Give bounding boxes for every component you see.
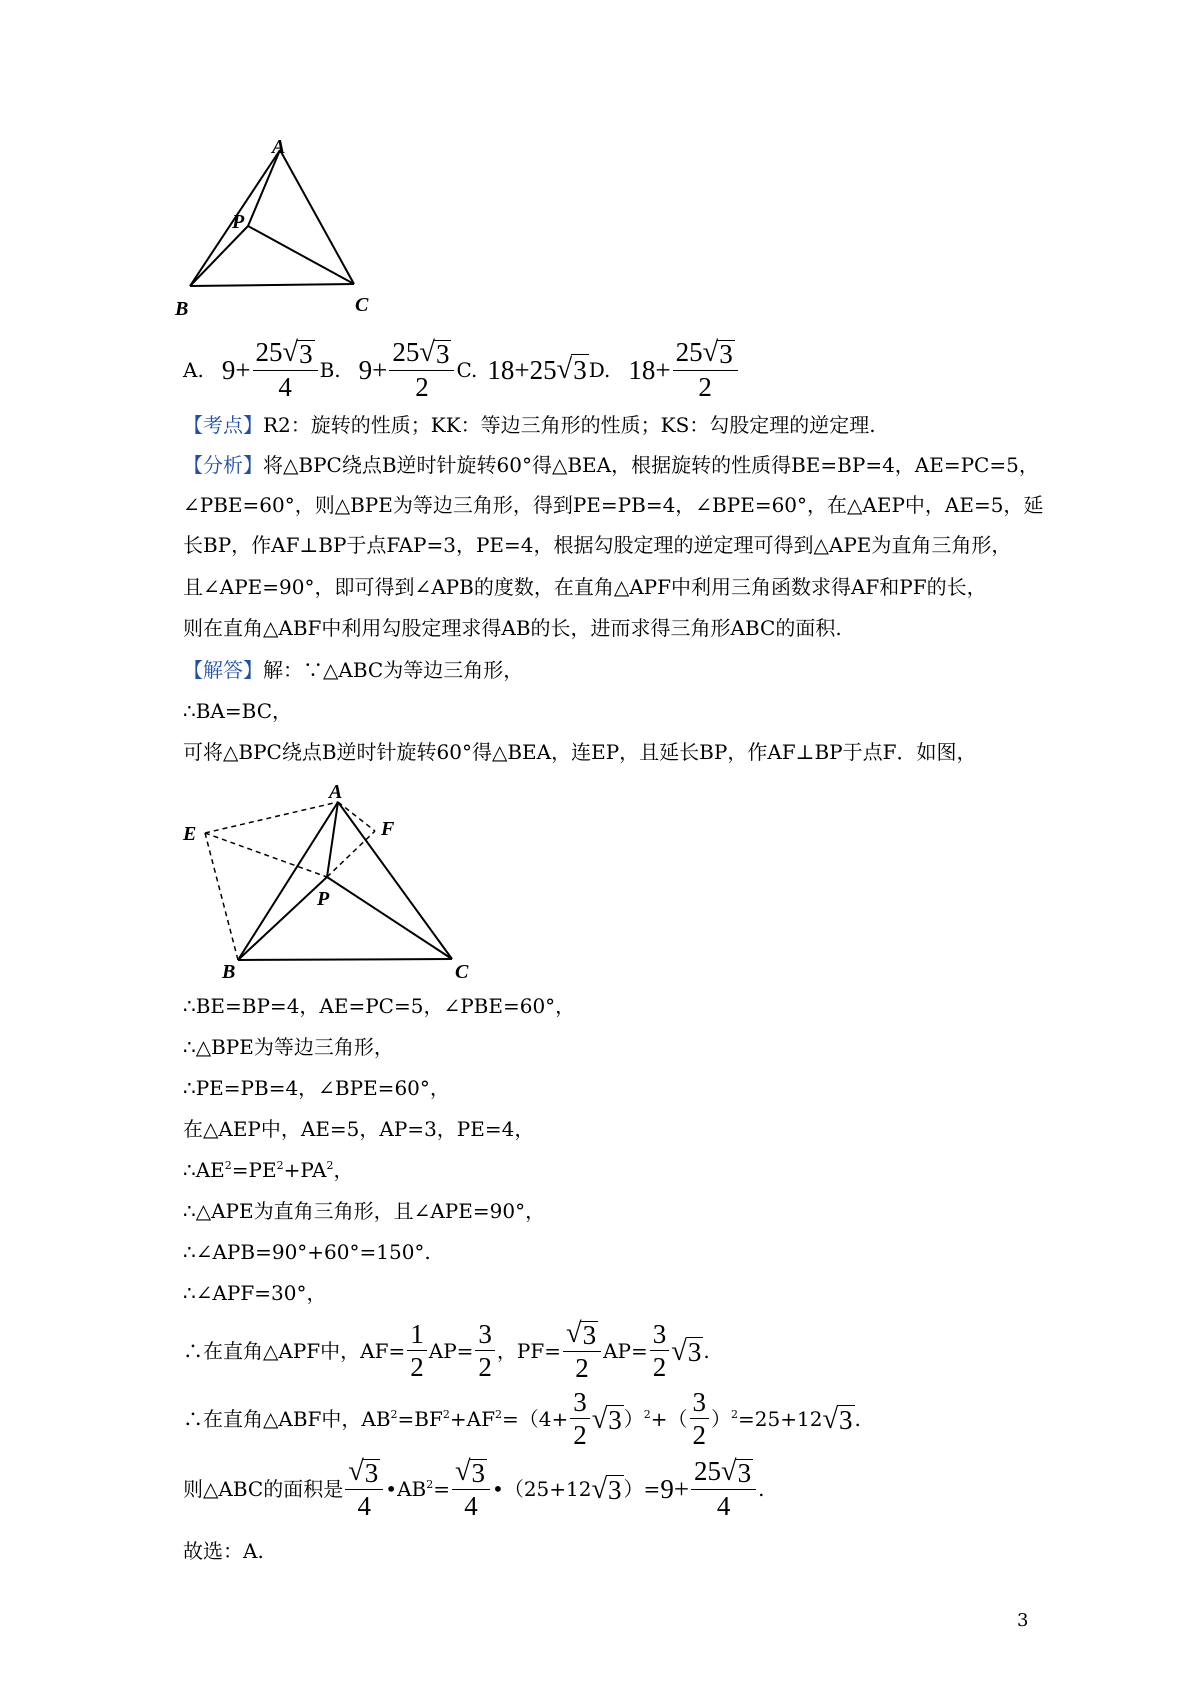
option-b-label: B.: [319, 358, 341, 382]
step-2: ∴△BPE为等边三角形，: [183, 1035, 394, 1059]
option-a-label: A.: [183, 358, 204, 382]
step-11: 则△ABC的面积是 √ 3 4 •AB $^2$ = √ 3 4 •（25+12 √ 3 ）= 9+ 25 √ 3 4 .: [183, 1456, 765, 1521]
label-p: P: [232, 211, 245, 233]
option-a-int: 9+: [221, 354, 251, 385]
option-c-label: C.: [456, 358, 478, 382]
label-p: P: [317, 888, 330, 910]
figure-rotation: [175, 778, 495, 978]
option-b-fraction: 25 √ 3 2: [389, 339, 454, 400]
label-a: A: [329, 781, 343, 803]
kaodian-text: R2：旋转的性质；KK：等边三角形的性质；KS：勾股定理的逆定理.: [263, 413, 876, 437]
step-6: ∴△APE为直角三角形，且∠APE=90°，: [183, 1199, 546, 1223]
label-b: B: [175, 298, 189, 320]
label-f: F: [381, 818, 395, 840]
option-c-value: 18+25: [487, 354, 557, 385]
step-9: ∴在直角△APF中，AF= $\frac{1}{2}$ AP= $\frac{3}{2}$ ，PF= √ 3 2 AP= $\frac{3}{2}$ √ 3 .: [183, 1318, 710, 1383]
label-a: A: [272, 136, 286, 158]
fenxi-line-5: 则在直角△ABF中利用勾股定理求得AB的长，进而求得三角形ABC的面积.: [183, 616, 842, 640]
label-c: C: [455, 961, 469, 978]
fenxi-line-1: 【分析】将△BPC绕点B逆时针旋转60°得△BEA，根据旋转的性质得BE=BP=4，AE=PC=5，: [183, 453, 1039, 477]
option-d-fraction: 25 √ 3 2: [673, 339, 738, 400]
page-number: 3: [1017, 1610, 1029, 1631]
option-a-fraction: 25 √ 3 4: [253, 339, 318, 400]
fenxi-line-3: 长BP，作AF⊥BP于点FAP=3，PE=4，根据勾股定理的逆定理可得到△APE为直角三角形，: [183, 533, 1012, 557]
step-8: ∴∠APF=30°，: [183, 1281, 327, 1305]
answer-options: [183, 338, 740, 402]
jieda-line-3: 可将△BPC绕点B逆时针旋转60°得△BEA，连EP，且延长BP，作AF⊥BP于点F．如图，: [183, 740, 977, 764]
label-c: C: [355, 294, 369, 316]
option-d-int: 18+: [628, 354, 671, 385]
option-b-int: 9+: [358, 354, 388, 385]
step-12: 故选：A.: [183, 1539, 264, 1563]
option-d-label: D.: [588, 358, 611, 382]
option-c-root: √ 3: [556, 354, 587, 385]
step-10: ∴在直角△ABF中，AB $^2$ =BF $^2$ +AF $^2$ =（4+ $\frac{3}{2}$ √ 3 ） $^2$ +（ $\frac{3}{2}$ ） $^2$ =25+12 √ 3 .: [183, 1387, 861, 1450]
label-e: E: [183, 823, 197, 845]
step-3: ∴PE=PB=4，∠BPE=60°，: [183, 1076, 450, 1100]
fenxi-line-4: 且∠APE=90°，即可得到∠APB的度数，在直角△APF中利用三角函数求得AF和PF的长，: [183, 575, 987, 599]
kaodian-line: [183, 411, 876, 439]
jieda-tag: 【解答】: [183, 658, 263, 682]
figure-triangle-abc: [160, 135, 390, 320]
label-b: B: [222, 961, 236, 978]
step-1: ∴BE=BP=4，AE=PC=5，∠PBE=60°，: [183, 994, 576, 1018]
fenxi-tag: 【分析】: [183, 453, 263, 477]
step-7: ∴∠APB=90°+60°=150°.: [183, 1240, 431, 1264]
kaodian-tag: 【考点】: [183, 413, 263, 437]
jieda-line-2: ∴BA=BC，: [183, 699, 292, 723]
jieda-line-1: 【解答】解：∵△ABC为等边三角形，: [183, 658, 524, 682]
fenxi-line-2: ∠PBE=60°，则△BPE为等边三角形，得到PE=PB=4，∠BPE=60°，在△AEP中，AE=5，延: [183, 493, 1044, 517]
step-5: $\therefore AE^2=PE^2+PA^2$，: [183, 1158, 354, 1182]
step-4: 在△AEP中，AE=5，AP=3，PE=4，: [183, 1117, 535, 1141]
